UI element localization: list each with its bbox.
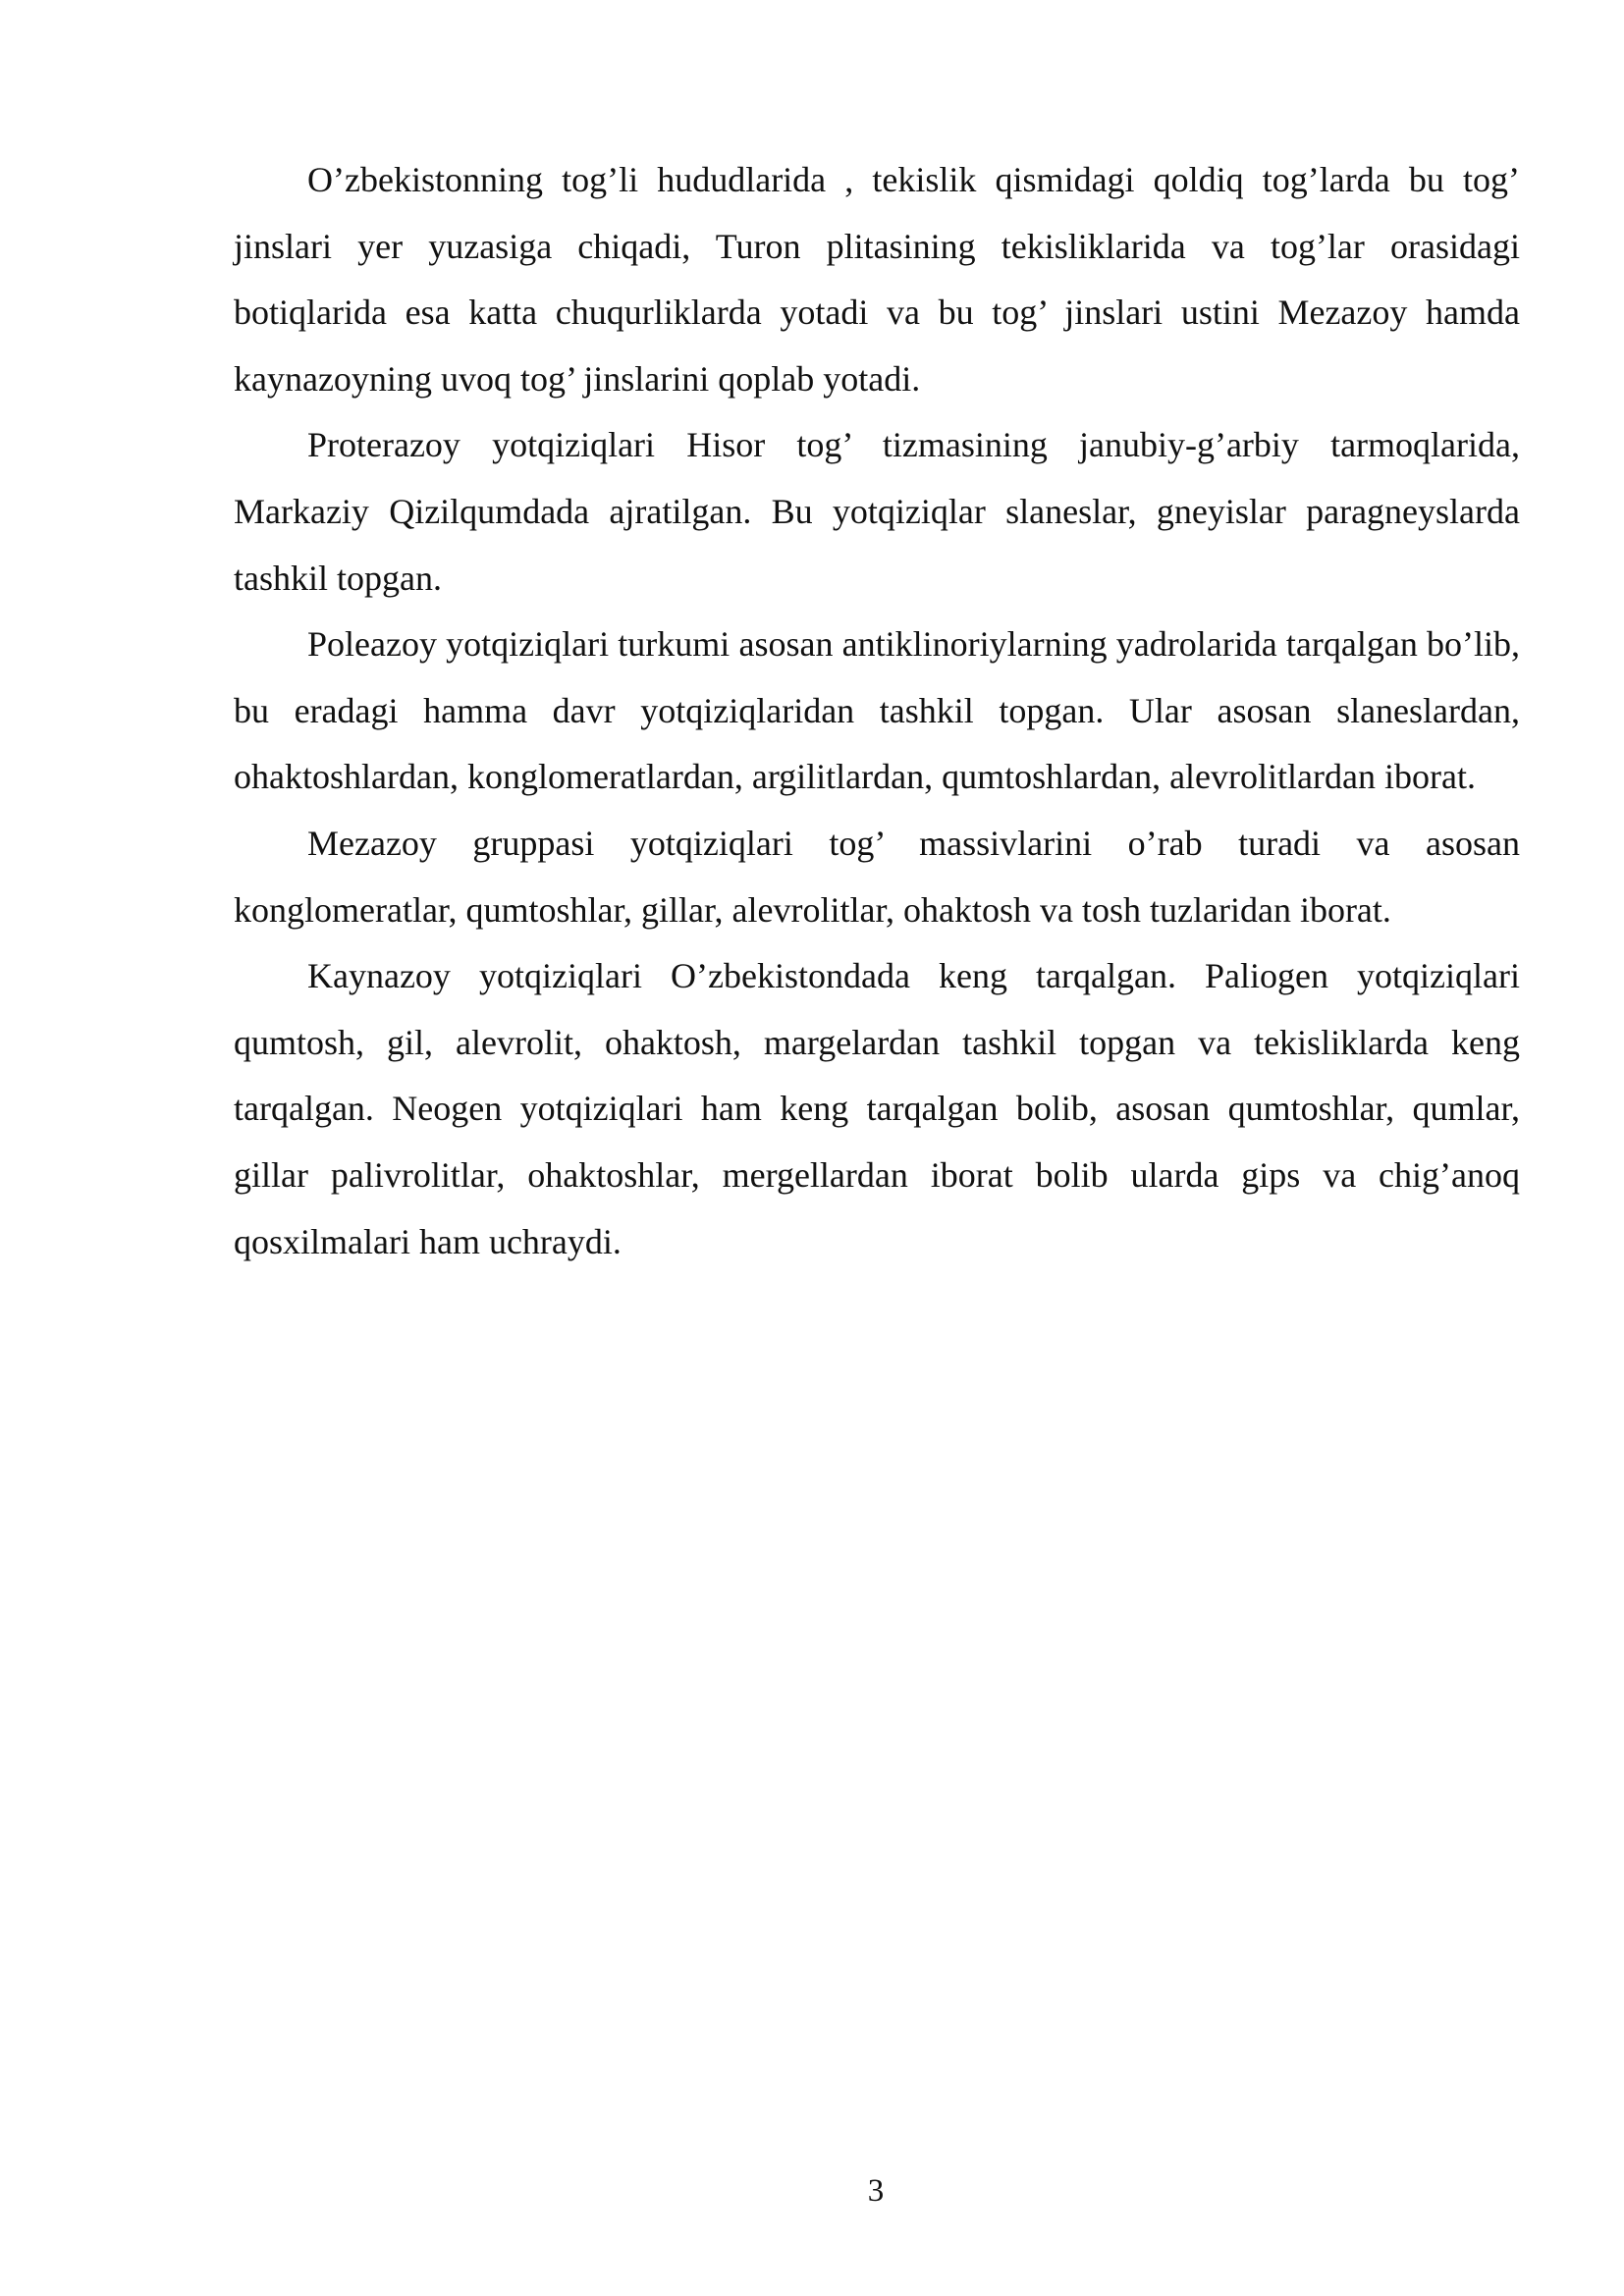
paragraph-1: O’zbekistonning tog’li hududlarida , tekislik qismidagi qoldiq tog’larda bu tog’ jinslari yer yuzasiga chiqadi, Turon plitasining tekisliklarida va tog’lar orasidagi botiqlarida esa katta chuqurliklarda yotadi va bu tog’ jinslari ustini Mezazoy hamda kaynazoyning uvoq tog’ jinslarini qoplab yotadi. (234, 160, 1520, 399)
paragraph-5: Kaynazoy yotqiziqlari O’zbekistondada keng tarqalgan. Paliogen yotqiziqlari qumtosh, gil, alevrolit, ohaktosh, margelardan tashkil topgan va tekisliklarda keng tarqalgan. Neogen yotqiziqlari ham keng tarqalgan bolib, asosan qumtoshlar, qumlar, gillar palivrolitlar, ohaktoshlar, mergellardan iborat bolib ularda gips va chig’anoq qosxilmalari ham uchraydi. (234, 956, 1520, 1261)
paragraph-3: Poleazoy yotqiziqlari turkumi asosan antiklinoriylarning yadrolarida tarqalgan bo’lib, bu eradagi hamma davr yotqiziqlaridan tashkil topgan. Ular asosan slaneslardan, ohaktoshlardan, konglomeratlardan, argilitlardan, qumtoshlardan, alevrolitlardan iborat. (234, 624, 1520, 797)
page-number: 3 (867, 2173, 885, 2209)
body-text (234, 147, 1520, 1275)
paragraph-2: Proterazoy yotqiziqlari Hisor tog’ tizmasining janubiy-g’arbiy tarmoqlarida, Markaziy Qizilqumdada ajratilgan. Bu yotqiziqlar slaneslar, gneyislar paragneyslarda tashkil topgan. (234, 425, 1520, 598)
paragraph-4: Mezazoy gruppasi yotqiziqlari tog’ massivlarini o’rab turadi va asosan konglomeratlar, qumtoshlar, gillar, alevrolitlar, ohaktosh va tosh tuzlaridan iborat. (234, 823, 1520, 930)
